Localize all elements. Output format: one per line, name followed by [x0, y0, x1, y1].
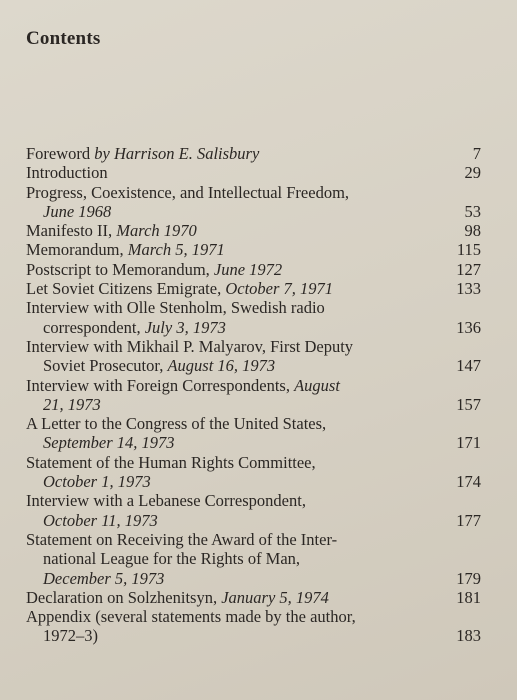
toc-entry-text: correspondent, — [43, 317, 145, 337]
toc-entry-text: Foreword — [26, 144, 95, 163]
toc-entry-date: March 5, 1971 — [127, 240, 225, 260]
toc-entry-text: Progress, Coexistence, and Intellectual Freedom, — [26, 182, 350, 202]
toc-entry-date: August — [294, 375, 340, 395]
toc-entry-text: national League for the Rights of Man, — [43, 549, 301, 569]
toc-entry — [26, 163, 481, 182]
contents-heading: Contents — [26, 28, 101, 49]
toc-page-number: 127 — [456, 259, 481, 279]
toc-entry-text: Interview with Olle Stenholm, Swedish radio — [26, 298, 325, 318]
toc-entry — [26, 298, 481, 337]
toc-entry — [26, 491, 481, 530]
toc-entry — [26, 183, 481, 222]
toc-entry-date: July 3, 1973 — [144, 317, 226, 337]
toc-entry — [26, 530, 481, 588]
toc-page-number: 115 — [456, 240, 481, 260]
toc-entry — [26, 414, 481, 453]
toc-entry-line — [26, 453, 441, 472]
toc-entry-line — [26, 318, 441, 337]
toc-entry-date: June 1972 — [213, 259, 283, 279]
toc-entry-line — [26, 530, 441, 549]
toc-entry-date: by Harrison E. Salisbury — [94, 144, 260, 163]
toc-entry-text: Postscript to Memorandum, — [26, 259, 214, 279]
toc-entry-line — [26, 491, 441, 510]
toc-entry-text: Manifesto II, — [26, 221, 117, 241]
toc-entry-line — [26, 279, 441, 298]
toc-entry — [26, 144, 481, 163]
toc-page-number: 179 — [456, 568, 481, 588]
toc-entry-line — [26, 549, 441, 568]
toc-entry-text: 1972–3) — [43, 626, 98, 646]
table-of-contents — [26, 144, 481, 646]
toc-page-number: 174 — [456, 472, 481, 492]
toc-page-number: 147 — [456, 356, 481, 376]
toc-entry-line — [26, 183, 441, 202]
toc-entry-date: September 14, 1973 — [43, 433, 175, 453]
toc-entry — [26, 376, 481, 415]
toc-entry-line — [26, 607, 441, 626]
toc-entry-text: Interview with a Lebanese Correspondent, — [26, 491, 306, 511]
toc-entry-line — [26, 298, 441, 317]
toc-entry-date: January 5, 1974 — [221, 587, 329, 607]
toc-entry-line — [26, 240, 441, 259]
toc-entry — [26, 337, 481, 376]
toc-entry-line — [26, 569, 441, 588]
toc-entry — [26, 453, 481, 492]
toc-entry-line — [26, 626, 441, 645]
toc-entry — [26, 607, 481, 646]
toc-entry-text: Appendix (several statements made by the author, — [26, 607, 356, 627]
toc-entry-date: March 1970 — [116, 221, 197, 241]
toc-entry-text: Statement on Receiving the Award of the Inter- — [26, 529, 338, 549]
toc-page-number: 177 — [456, 510, 481, 530]
toc-entry-line — [26, 433, 441, 452]
toc-entry — [26, 279, 481, 298]
toc-entry-text: Interview with Foreign Correspondents, — [26, 375, 295, 395]
toc-page-number: 133 — [456, 279, 481, 299]
toc-entry-line — [26, 221, 441, 240]
toc-entry-line — [26, 144, 441, 163]
toc-entry-date: 21, 1973 — [43, 394, 101, 414]
toc-page-number: 181 — [456, 587, 481, 607]
toc-entry-line — [26, 395, 441, 414]
toc-entry — [26, 240, 481, 259]
toc-page-number: 171 — [456, 433, 481, 453]
toc-entry-date: October 11, 1973 — [43, 510, 158, 530]
toc-entry-text: Statement of the Human Rights Committee, — [26, 452, 316, 472]
toc-entry-line — [26, 588, 441, 607]
toc-entry-date: October 1, 1973 — [43, 472, 151, 492]
toc-entry-line — [26, 356, 441, 375]
toc-page-number: 53 — [464, 201, 481, 221]
toc-page-number: 183 — [456, 626, 481, 646]
toc-entry-text: A Letter to the Congress of the United States, — [26, 414, 327, 434]
toc-entry-text: Soviet Prosecutor, — [43, 356, 168, 376]
toc-entry-date: August 16, 1973 — [167, 356, 276, 376]
toc-page-number: 98 — [464, 221, 481, 241]
toc-entry — [26, 588, 481, 607]
toc-entry-text: Introduction — [26, 163, 108, 183]
toc-entry-text: Let Soviet Citizens Emigrate, — [26, 279, 226, 299]
toc-entry — [26, 221, 481, 240]
toc-entry-text: Interview with Mikhail P. Malyarov, First Deputy — [26, 336, 354, 356]
toc-page-number: 7 — [472, 144, 481, 163]
toc-entry — [26, 260, 481, 279]
toc-page-number: 136 — [456, 317, 481, 337]
toc-entry-line — [26, 511, 441, 530]
toc-entry-date: October 7, 1971 — [225, 279, 334, 299]
toc-entry-line — [26, 337, 441, 356]
toc-entry-text: Declaration on Solzhenitsyn, — [26, 587, 222, 607]
toc-entry-line — [26, 202, 441, 221]
toc-entry-line — [26, 414, 441, 433]
toc-entry-line — [26, 472, 441, 491]
toc-entry-line — [26, 260, 441, 279]
toc-page-number: 157 — [456, 394, 481, 414]
toc-entry-date: December 5, 1973 — [43, 568, 165, 588]
toc-entry-date: June 1968 — [43, 201, 112, 221]
toc-page-number: 29 — [464, 163, 481, 183]
toc-entry-text: Memorandum, — [26, 240, 128, 260]
toc-entry-line — [26, 376, 441, 395]
toc-entry-line — [26, 163, 441, 182]
